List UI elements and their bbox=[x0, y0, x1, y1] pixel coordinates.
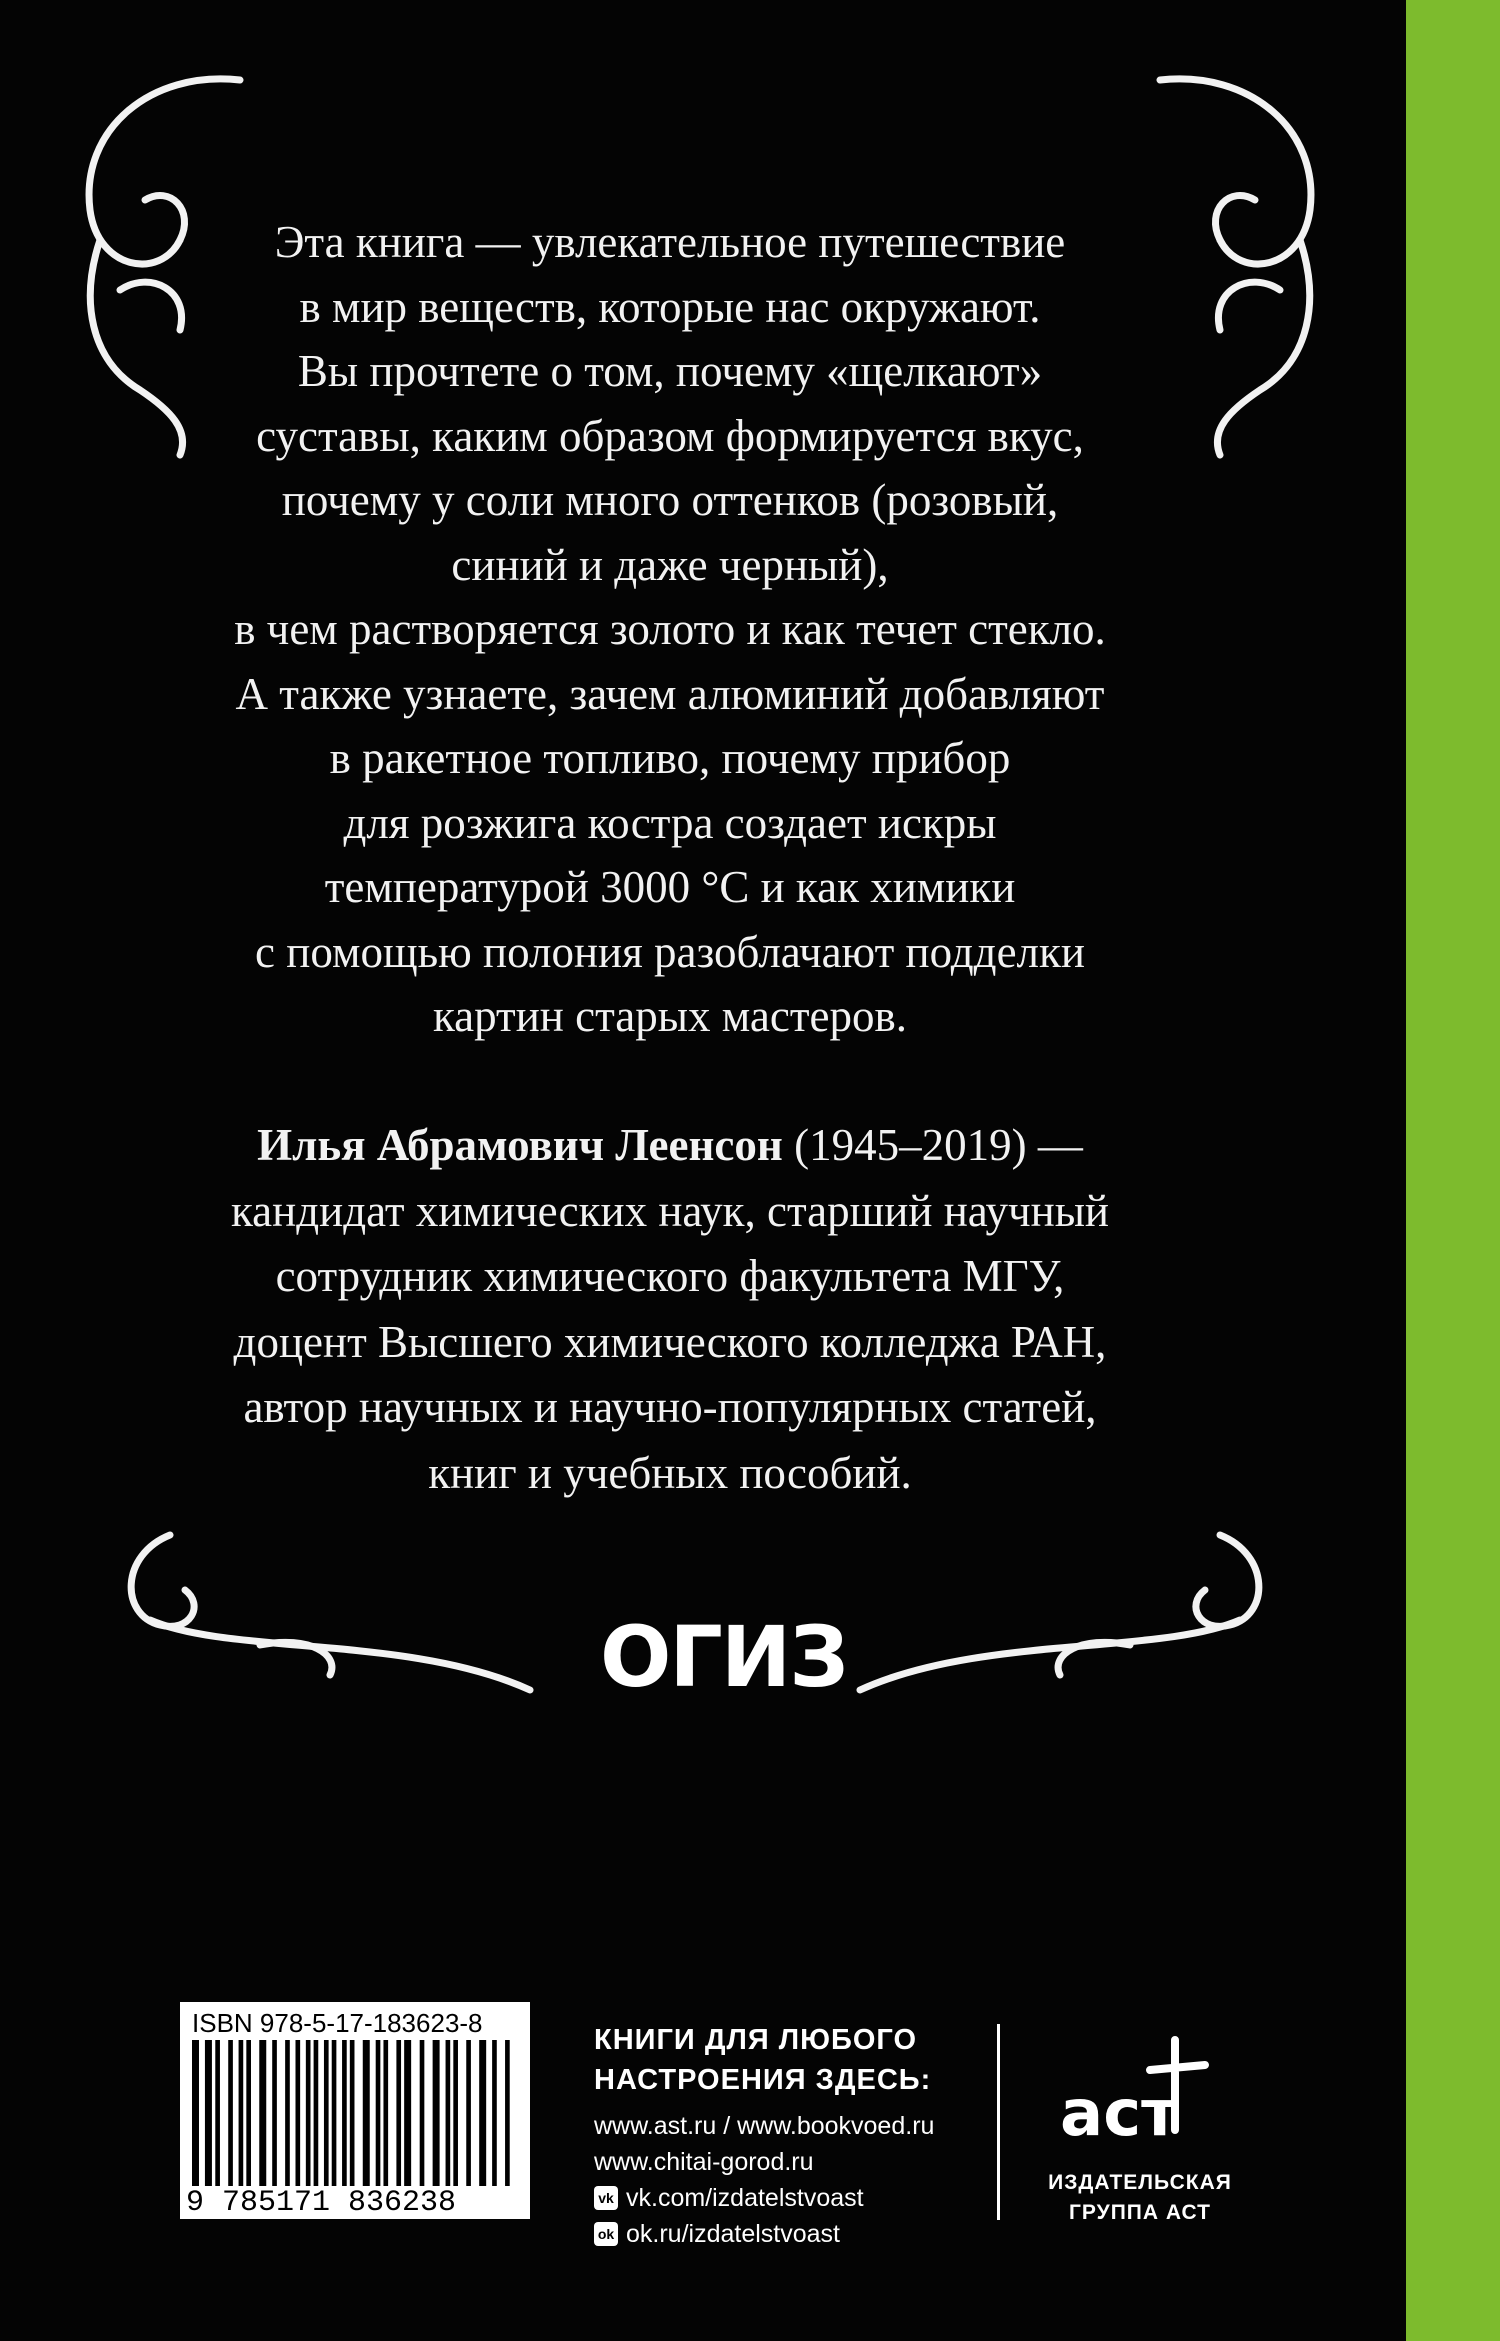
author-name: Илья Абрамович Леенсон bbox=[257, 1120, 783, 1170]
barcode-bar bbox=[420, 2040, 425, 2186]
ast-logo bbox=[1040, 2030, 1230, 2160]
green-spine bbox=[1406, 0, 1500, 2341]
barcode-bar bbox=[239, 2040, 244, 2186]
flourish-top-right bbox=[1140, 60, 1340, 460]
barcode-bar bbox=[404, 2040, 411, 2186]
bio-line: сотрудник химического факультета МГУ, bbox=[275, 1251, 1065, 1301]
bio-first-line bbox=[170, 1113, 1170, 1179]
link-ok[interactable]: ok.ru/izdatelstvoast bbox=[626, 2220, 840, 2248]
blurb-line: с помощью полония разоблачают подделки bbox=[255, 926, 1085, 977]
ast-logo-text: аст bbox=[1060, 2077, 1179, 2151]
ast-caption bbox=[1030, 2168, 1250, 2228]
barcode-bar bbox=[205, 2040, 212, 2186]
bio-line: кандидат химических наук, старший научный bbox=[230, 1185, 1110, 1236]
barcode-bar bbox=[396, 2040, 401, 2186]
bio-line: автор научных и научно-популярных статей, bbox=[243, 1382, 1097, 1432]
blurb-line: картин старых мастеров. bbox=[432, 991, 908, 1041]
flourish-bottom-right bbox=[820, 1525, 1280, 1705]
promo-block bbox=[594, 2020, 934, 2252]
blurb-line: синий и даже черный), bbox=[451, 539, 889, 590]
barcode-bar bbox=[492, 2040, 497, 2186]
link-vk[interactable]: vk.com/izdatelstvoast bbox=[626, 2184, 864, 2212]
barcode-bar bbox=[332, 2040, 337, 2186]
blurb-line: в мир веществ, которые нас окружают. bbox=[299, 281, 1041, 332]
vertical-divider bbox=[997, 2024, 1000, 2220]
blurb-line: в ракетное топливо, почему прибор bbox=[329, 733, 1011, 783]
link-chitai-gorod[interactable]: www.chitai-gorod.ru bbox=[594, 2148, 814, 2176]
barcode-bar bbox=[228, 2040, 233, 2186]
bio-line: книг и учебных пособий. bbox=[428, 1447, 912, 1498]
barcode-bar bbox=[314, 2040, 319, 2186]
blurb-line: суставы, каким образом формируется вкус, bbox=[256, 410, 1084, 461]
barcode-bar bbox=[446, 2040, 451, 2186]
barcode-bar bbox=[505, 2040, 510, 2186]
barcode-bar bbox=[324, 2040, 329, 2186]
barcode-bar bbox=[376, 2040, 381, 2186]
barcode-block bbox=[180, 2002, 530, 2219]
blurb-line: температурой 3000 °С и как химики bbox=[324, 862, 1016, 912]
barcode-bar bbox=[350, 2040, 355, 2186]
bio-line: доцент Высшего химического колледжа РАН, bbox=[233, 1316, 1107, 1367]
barcode-bar bbox=[453, 2040, 458, 2186]
blurb-line: А также узнаете, зачем алюминий добавляют bbox=[235, 668, 1105, 719]
author-bio bbox=[170, 1113, 1170, 1506]
author-years: (1945–2019) — bbox=[782, 1120, 1083, 1170]
blurb-line: Эта книга — увлекательное путешествие bbox=[274, 217, 1066, 267]
barcode-bar bbox=[479, 2040, 486, 2186]
barcode-digits: 9 785171 836238 bbox=[186, 2186, 457, 2220]
blurb-line: в чем растворяется золото и как течет стекло. bbox=[234, 604, 1106, 654]
ast-caption-line: ГРУППА АСТ bbox=[1069, 2201, 1211, 2224]
barcode-bar bbox=[383, 2040, 388, 2186]
vk-row bbox=[594, 2180, 934, 2216]
barcode-bar bbox=[466, 2040, 471, 2186]
ogiz-logo: ОГИЗ bbox=[600, 1608, 847, 1706]
blurb-line: Вы прочтете о том, почему «щелкают» bbox=[297, 346, 1043, 396]
barcode-bars bbox=[192, 2040, 518, 2186]
barcode-bar bbox=[215, 2040, 220, 2186]
barcode-bar bbox=[363, 2040, 370, 2186]
barcode-bar bbox=[295, 2040, 300, 2186]
barcode-bar bbox=[246, 2040, 251, 2186]
blurb-line: почему у соли много оттенков (розовый, bbox=[281, 475, 1059, 525]
vk-icon: vk bbox=[594, 2186, 618, 2210]
promo-heading: НАСТРОЕНИЯ ЗДЕСЬ: bbox=[594, 2064, 932, 2096]
link-ast-bookvoed[interactable]: www.ast.ru / www.bookvoed.ru bbox=[594, 2112, 935, 2140]
barcode-bar bbox=[285, 2040, 290, 2186]
ok-icon: ok bbox=[594, 2222, 618, 2246]
barcode-bar bbox=[192, 2040, 199, 2186]
book-blurb bbox=[170, 210, 1170, 1049]
barcode-bar bbox=[306, 2040, 311, 2186]
ast-caption-line: ИЗДАТЕЛЬСКАЯ bbox=[1048, 2171, 1232, 2194]
barcode-bar bbox=[272, 2040, 277, 2186]
flourish-bottom-left bbox=[110, 1525, 570, 1705]
ok-row bbox=[594, 2216, 934, 2252]
promo-heading: КНИГИ ДЛЯ ЛЮБОГО bbox=[594, 2024, 918, 2056]
barcode-bar bbox=[342, 2040, 347, 2186]
isbn-text: ISBN 978-5-17-183623-8 bbox=[192, 2008, 483, 2038]
barcode-bar bbox=[433, 2040, 440, 2186]
barcode-bar bbox=[259, 2040, 266, 2186]
blurb-line: для розжига костра создает искры bbox=[343, 797, 997, 848]
